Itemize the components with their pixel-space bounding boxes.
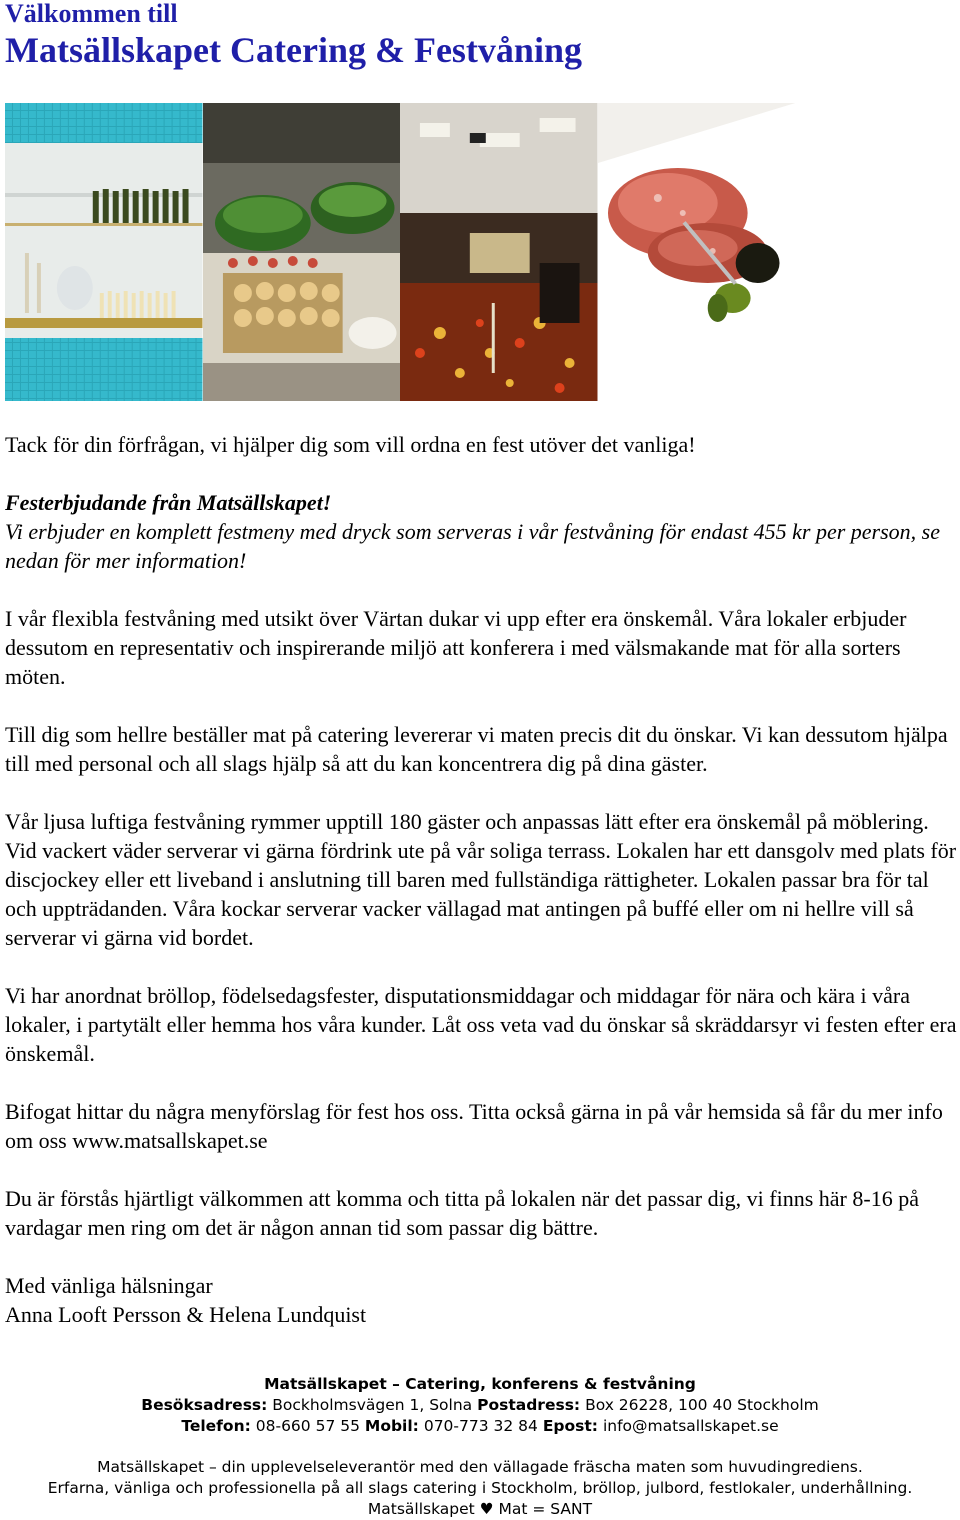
page-header xyxy=(5,0,582,74)
mobile-value: 070-773 32 84 xyxy=(423,1417,538,1435)
offer-paragraph xyxy=(5,488,960,575)
catering-paragraph: Till dig som hellre beställer mat på catering levererar vi maten precis dit du önskar. Vi kan dessutom hjälpa till med personal och all slags hjälp så att du kan koncentrera dig på dina gäster. xyxy=(5,722,948,776)
signature-block xyxy=(5,1271,960,1329)
intro-paragraph: Tack för din förfrågan, vi hjälper dig som vill ordna en fest utöver det vanliga! xyxy=(5,432,696,457)
events-paragraph: Vi har anordnat bröllop, födelsedagsfester, disputationsmiddagar och middagar för nära och kära i våra lokaler, i partytält eller hemma hos våra kunder. Låt oss veta vad du önskar så skräddarsyr vi festen efter era önskemål. xyxy=(5,983,957,1066)
offer-text: Vi erbjuder en komplett festmeny med dryck som serveras i vår festvåning för endast 455 kr per person, se nedan för mer information! xyxy=(5,519,941,573)
footer-tagline-2: Erfarna, vänliga och professionella på all slags catering i Stockholm, bröllop, julbord, festlokaler, underhållning. xyxy=(47,1479,913,1497)
offer-heading: Festerbjudande från Matsällskapet! xyxy=(5,490,332,515)
closing-text: Med vänliga hälsningar xyxy=(5,1273,213,1298)
venue-hall-photo xyxy=(400,103,598,401)
visit-value: Bockholmsvägen 1, Solna xyxy=(272,1396,473,1414)
footer-tagline-3: Matsällskapet ♥ Mat = SANT xyxy=(367,1500,593,1518)
post-label: Postadress: xyxy=(477,1396,581,1414)
footer-contact-line xyxy=(0,1416,960,1437)
post-value: Box 26228, 100 40 Stockholm xyxy=(585,1396,819,1414)
mobile-label: Mobil: xyxy=(364,1417,419,1435)
email-label: Epost: xyxy=(542,1417,599,1435)
photo-strip xyxy=(5,103,795,401)
festvaning-paragraph: Vår ljusa luftiga festvåning rymmer upptill 180 gäster och anpassas lätt efter era önskemål på möblering. Vid vackert väder serverar vi gärna fördrink ute på vår soliga terrass. Lokalen har ett dansgolv med plats för discjockey eller ett liveband i anslutning till baren med fullständiga rättigheter. Lokalen passar bra för tal och uppträdanden. Våra kockar serverar vacker vällagad mat antingen på buffé eller om ni hellre vill så serverar vi gärna vid bordet. xyxy=(5,809,957,950)
letter-body xyxy=(5,430,960,1358)
menu-paragraph: Bifogat hittar du några menyförslag för fest hos oss. Titta också gärna in på vår hemsida så får du mer info om oss www.matsallskapet.se xyxy=(5,1099,943,1153)
footer-address-line xyxy=(0,1395,960,1416)
footer-company: Matsällskapet – Catering, konferens & festvåning xyxy=(264,1375,696,1393)
charcuterie-plate-photo xyxy=(598,103,796,401)
champagne-bar-photo xyxy=(5,103,203,401)
footer-tagline-1: Matsällskapet – din upplevelseleverantör med den vällagade fräscha maten som huvudingrediens. xyxy=(97,1458,863,1476)
page-footer xyxy=(0,1374,960,1520)
visit-label: Besöksadress: xyxy=(141,1396,268,1414)
email-value: info@matsallskapet.se xyxy=(602,1417,779,1435)
welcome-heading: Välkommen till xyxy=(5,0,178,28)
phone-value: 08-660 57 55 xyxy=(255,1417,360,1435)
visit-paragraph: Du är förstås hjärtligt välkommen att komma och titta på lokalen när det passar dig, vi finns här 8-16 på vardagar men ring om det är någon annan tid som passar dig bättre. xyxy=(5,1186,919,1240)
venue-paragraph: I vår flexibla festvåning med utsikt över Värtan dukar vi upp efter era önskemål. Våra lokaler erbjuder dessutom en representativ och inspirerande miljö att konferera i med välsmakande mat för alla sorters möten. xyxy=(5,606,907,689)
page-title: Matsällskapet Catering & Festvåning xyxy=(5,30,582,70)
signers-text: Anna Looft Persson & Helena Lundquist xyxy=(5,1302,367,1327)
phone-label: Telefon: xyxy=(181,1417,251,1435)
buffet-photo xyxy=(203,103,401,401)
